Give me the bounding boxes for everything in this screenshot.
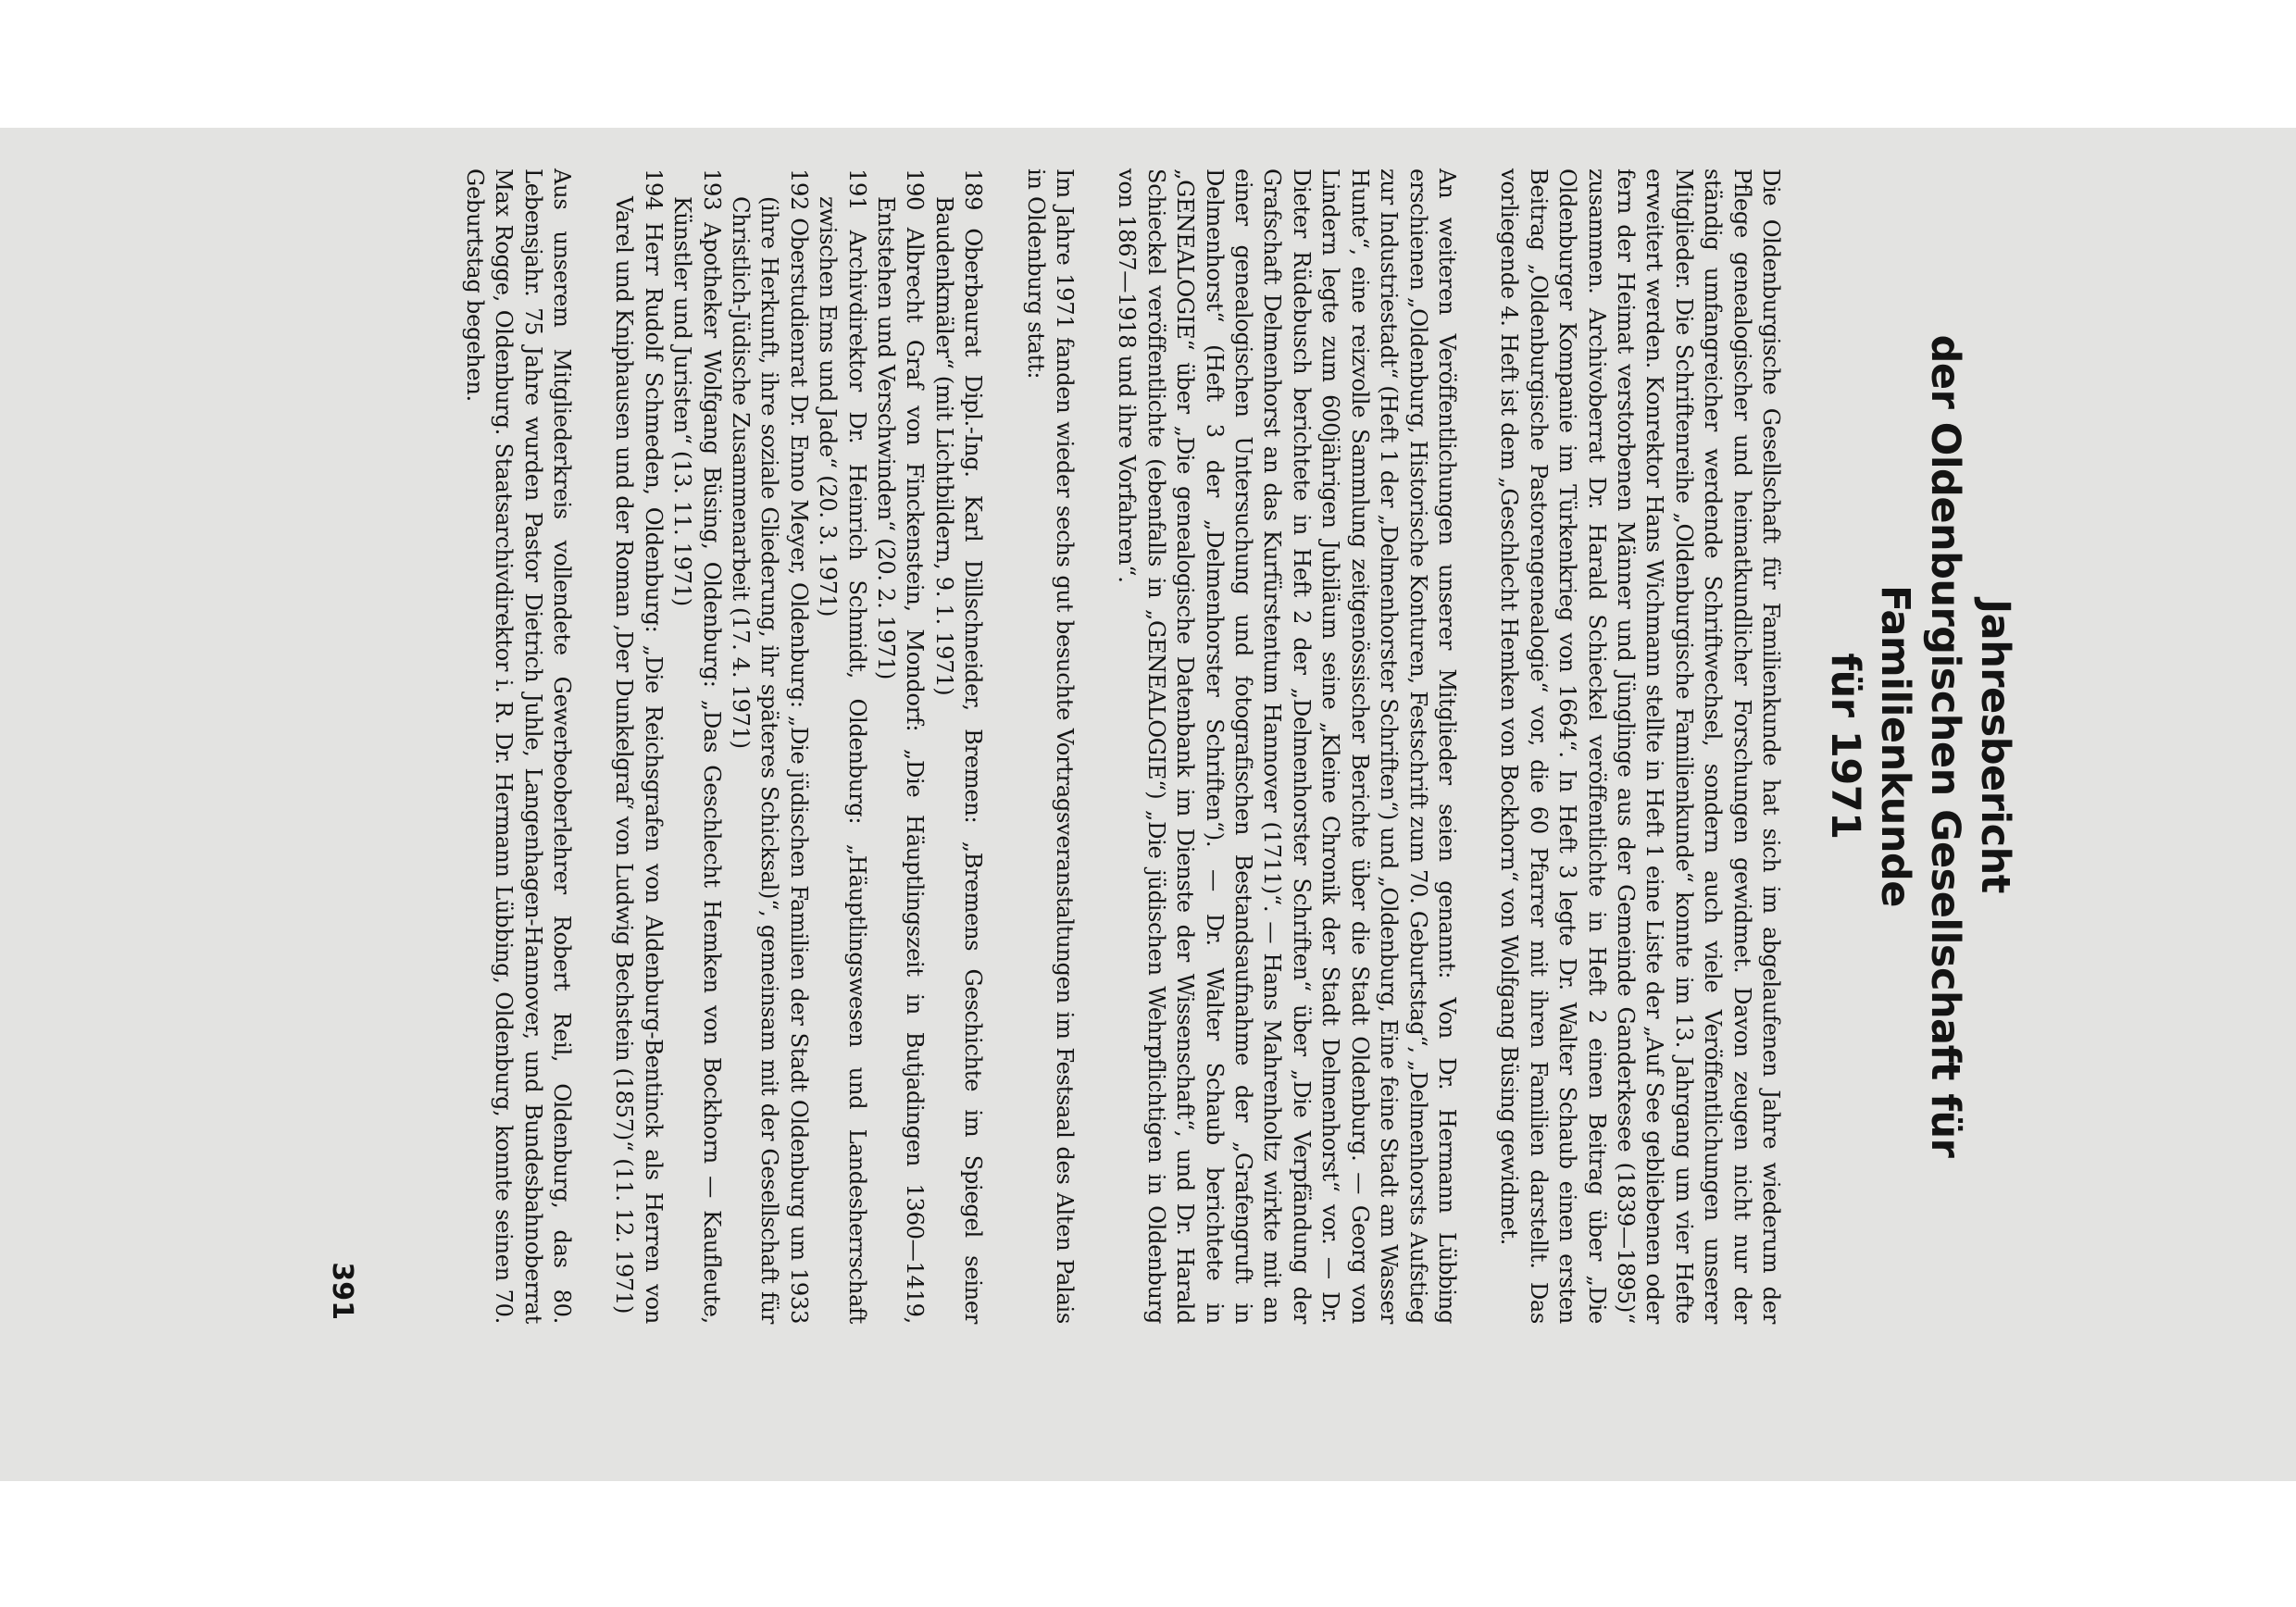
title-line-2: der Oldenburgischen Gesellschaft für Familienkunde bbox=[1872, 334, 1968, 1158]
page-number: 391 bbox=[326, 1262, 358, 1320]
scanned-page-background bbox=[0, 128, 2296, 1481]
lecture-item: 194 Herr Rudolf Schmeden, Oldenburg: „Die Reichsgrafen von Aldenburg-Bentinck als Herren von Varel und Kniphausen und der Roman ‚Der Dunkelgraf‘ von Ludwig Bechstein (1857)“ (11. 12. 1971) bbox=[611, 168, 667, 1324]
lectures-intro-paragraph: Im Jahre 1971 fanden wieder sechs gut besuchte Vortragsveranstaltungen im Festsaal des Alten Palais in Oldenburg statt: bbox=[1022, 168, 1079, 1324]
members-paragraph: Aus unserem Mitgliederkreis vollendete Gewerbeoberlehrer Robert Reil, Oldenburg, das 80. Lebensjahr. 75 Jahre wurden Pastor Dietrich Juhle, Langenhagen-Hannover, und Bundesbahnoberrat Max Rogge, Oldenburg. Staatsarchivdirektor i. R. Dr. Hermann Lübbing, Oldenburg, konnte seinen 70. Geburtstag begehen. bbox=[461, 168, 575, 1324]
publications-paragraph: An weiteren Veröffentlichungen unserer Mitglieder seien genannt: Von Dr. Hermann Lübbing erschienen „Oldenburg, Historische Konturen, Festschrift zum 70. Geburtstag“, „Delmenhorsts Aufstieg zur Industriestadt“ (Heft 1 der „Delmenhorster Schriften“) und „Oldenburg, Eine feine Stadt am Wasser Hunte“, eine reizvolle Sammlung zeitgenössischer Berichte über die Stadt Oldenburg. — Georg von Lindern legte zum 600jährigen Jubiläum seine „Kleine Chronik der Stadt Delmenhorst“ vor. — Dr. Dieter Rüdebusch berichtete in Heft 2 der „Delmenhorster Schriften“ über „Die Verpfändung der Grafschaft Delmenhorst an das Kurfürstentum Hannover (1711)“. — Hans Mahrenholtz wirkte mit an einer genealogischen Untersuchung und fotografischen Bestandsaufnahme der „Grafengruft in Delmenhorst“ (Heft 3 der „Delmenhorster Schriften“). — Dr. Walter Schaub berichtete in „GENEALOGIE“ über „Die genealogische Datenbank im Dienste der Wissenschaft“, und Dr. Harald Schieckel veröffentlichte (ebenfalls in „GENEALOGIE“) „Die jüdischen Wehrpflichtigen in Oldenburg von 1867—1918 und ihre Vorfahren“. bbox=[1114, 168, 1460, 1324]
lecture-item: 193 Apotheker Wolfgang Büsing, Oldenburg: „Das Geschlecht Hemken von Bockhorn — Kaufleute, Künstler und Juristen“ (13. 11. 1971) bbox=[669, 168, 725, 1324]
lecture-list bbox=[609, 168, 987, 1324]
document-page bbox=[287, 135, 2065, 1357]
title-line-3: für 1971 bbox=[1822, 653, 1868, 840]
lecture-item: 192 Oberstudienrat Dr. Enno Meyer, Oldenburg: „Die jüdischen Familien der Stadt Oldenburg um 1933 (ihre Herkunft, ihre soziale Gliederung, ihr späteres Schicksal)“, gemeinsam mit der Gesellschaft für Christlich-Jüdische Zusammenarbeit (17. 4. 1971) bbox=[728, 168, 812, 1324]
lecture-item: 190 Albrecht Graf von Finckenstein, Mondorf: „Die Häuptlingszeit in Butjadingen 1360—1419, Entstehen und Verschwinden“ (20. 2. 1971) bbox=[873, 168, 929, 1324]
report-title bbox=[1820, 168, 2020, 1324]
lecture-item: 191 Archivdirektor Dr. Heinrich Schmidt, Oldenburg: „Häuptlingswesen und Landesherrschaft zwischen Ems und Jade“ (20. 3. 1971) bbox=[815, 168, 870, 1324]
intro-paragraph: Die Oldenburgische Gesellschaft für Familienkunde hat sich im abgelaufenen Jahre wiederum der Pflege genealogischer und heimatkundlicher Forschungen gewidmet. Davon zeugen nicht nur der ständig umfangreicher werdende Schriftwechsel, sondern auch viele Veröffentlichungen unserer Mitglieder. Die Schriftenreihe „Oldenburgische Familienkunde“ konnte im 13. Jahrgang um vier Hefte erweitert werden. Konrektor Hans Wichmann stellte in Heft 1 eine Liste der „Auf See gebliebenen oder fern der Heimat verstorbenen Männer und Jünglinge aus der Gemeinde Ganderkesee (1839—1895)“ zusammen. Archivoberrat Dr. Harald Schieckel veröffentlichte in Heft 2 einen Beitrag über „Die Oldenburger Kompanie im Türkenkrieg von 1664“. In Heft 3 legte Dr. Walter Schaub einen ersten Beitrag „Oldenburgische Pastorengenealogie“ vor, die 60 Pfarrer mit ihren Familien darstellt. Das vorliegende 4. Heft ist dem „Geschlecht Hemken von Bockhorn“ von Wolfgang Büsing gewidmet. bbox=[1496, 168, 1784, 1324]
title-line-1: Jahresbericht bbox=[1972, 599, 2018, 893]
lecture-item: 189 Oberbaurat Dipl.-Ing. Karl Dillschneider, Bremen: „Bremens Geschichte im Spiegel seiner Baudenkmäler“ (mit Lichtbildern, 9. 1. 1971) bbox=[930, 168, 987, 1324]
